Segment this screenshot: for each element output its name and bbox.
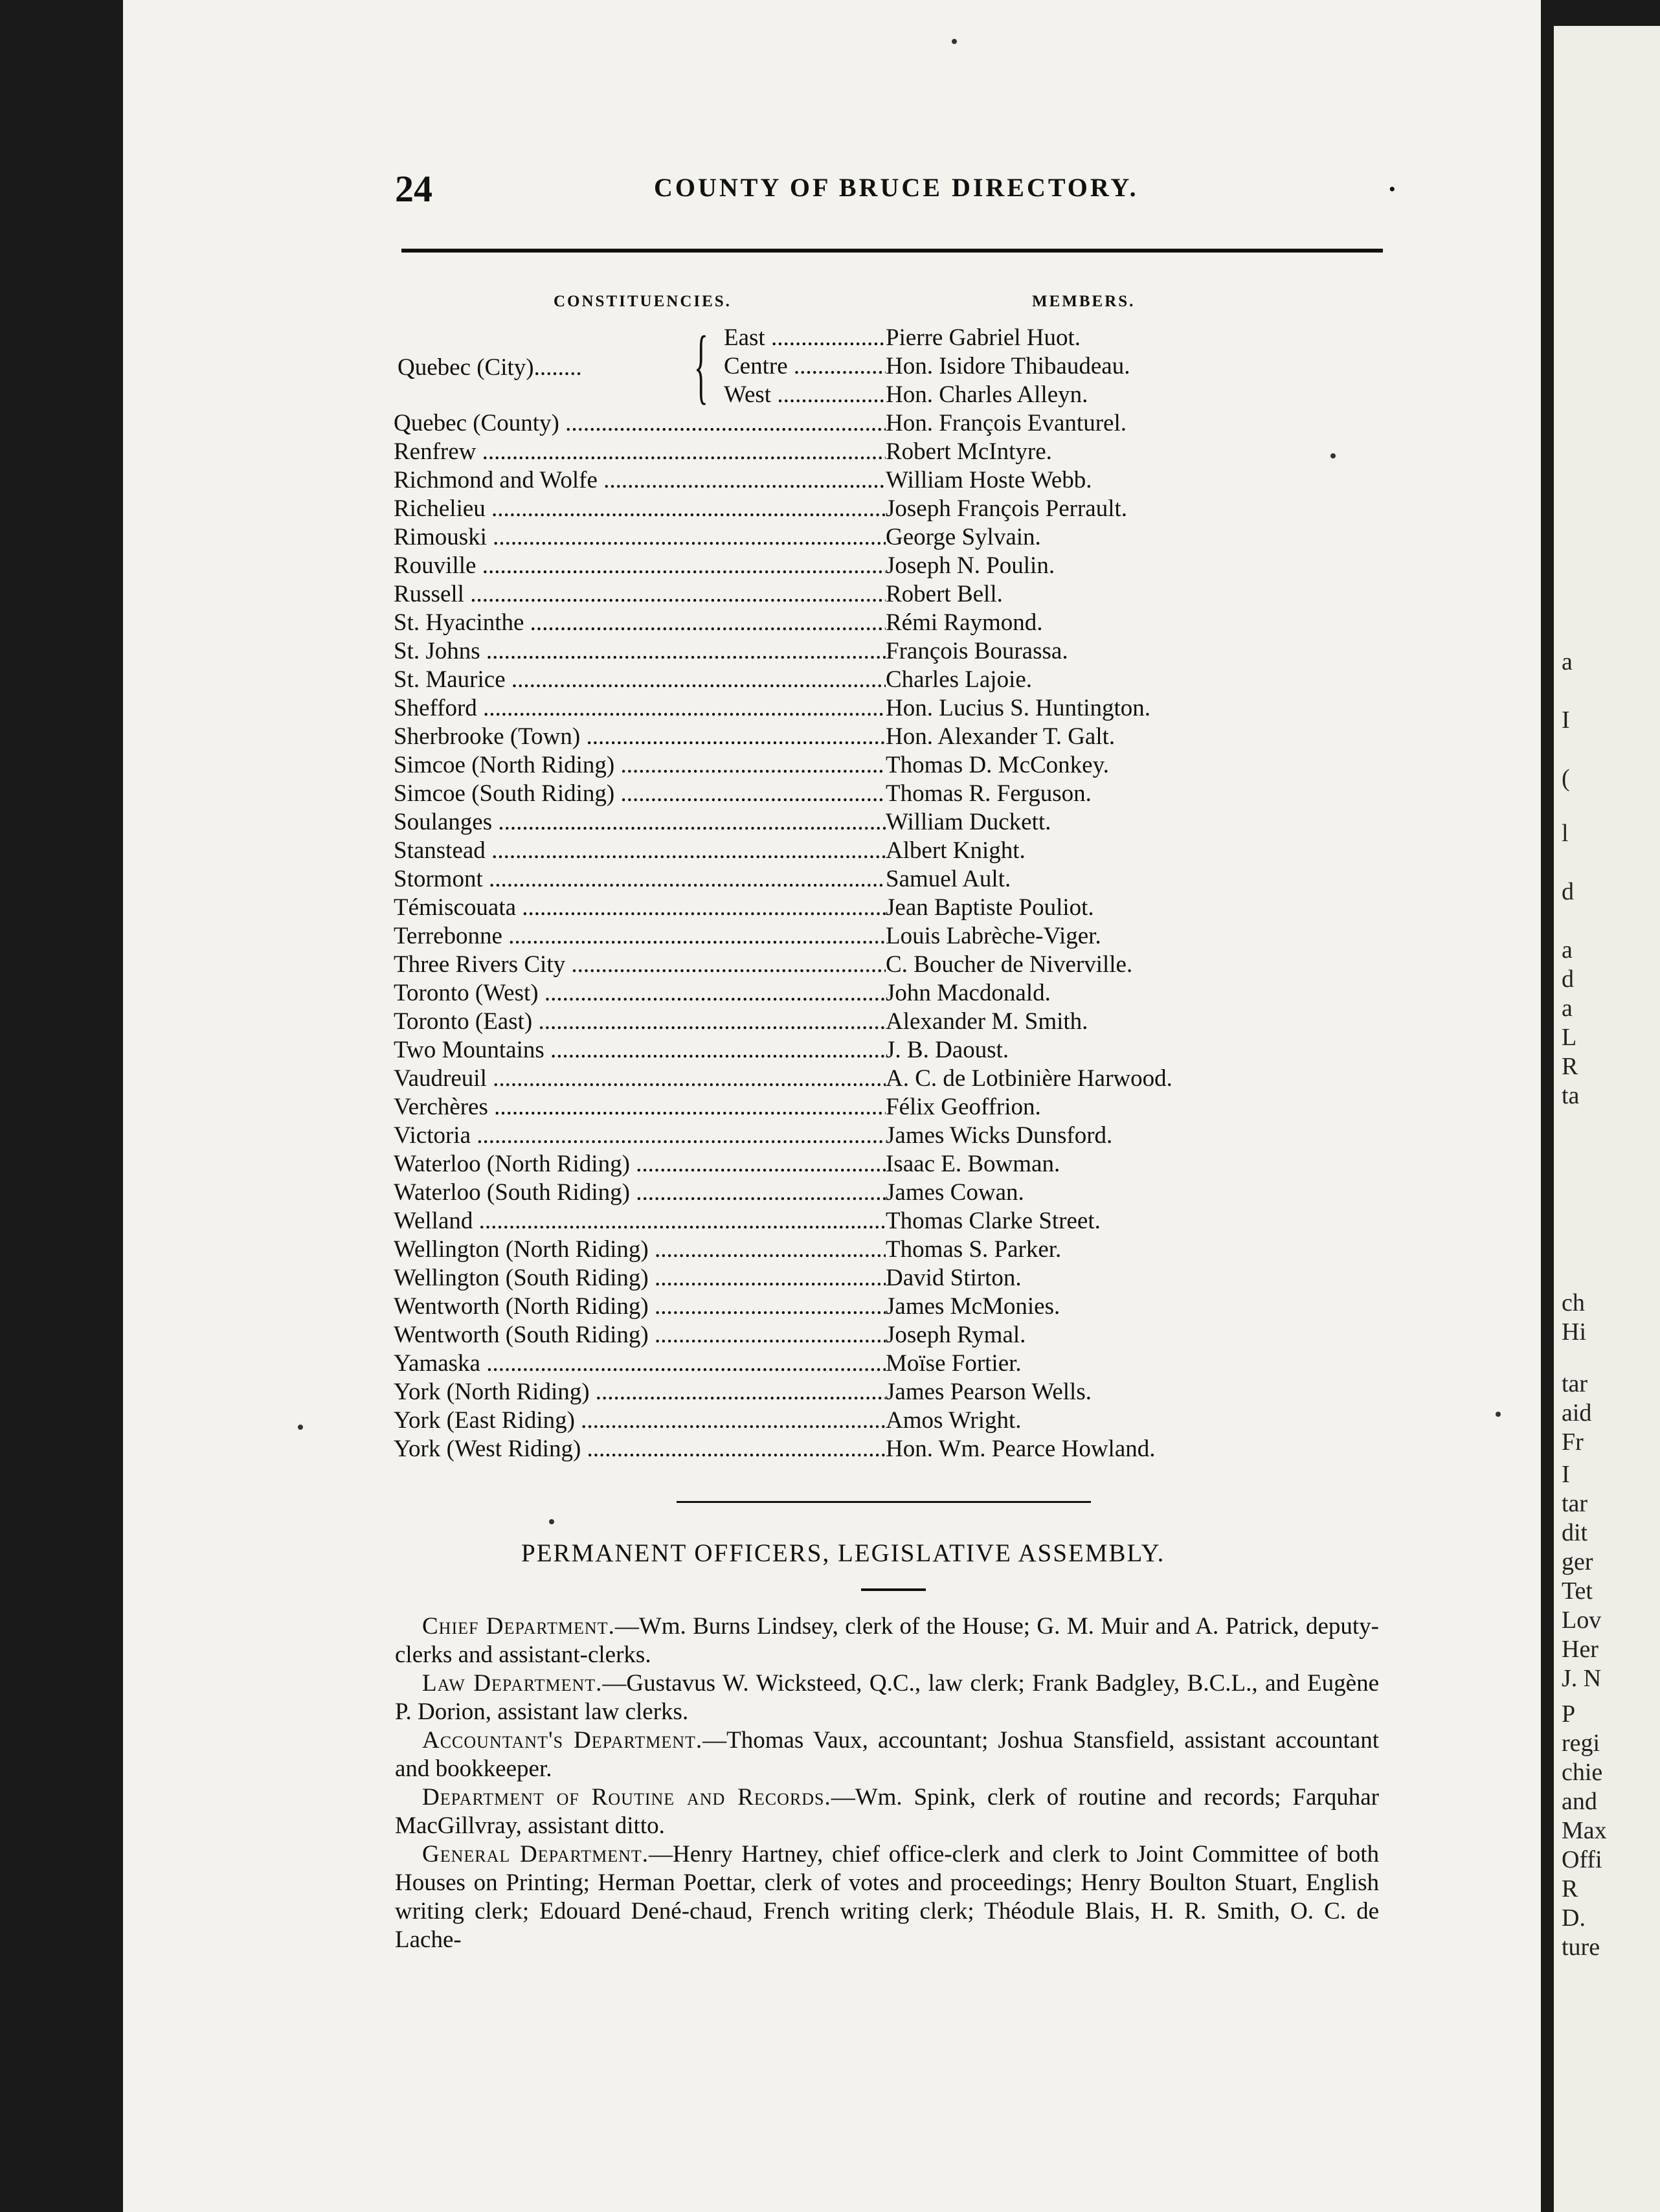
member-name: Joseph N. Poulin. — [886, 552, 1055, 579]
department-heading: General Department. — [422, 1841, 649, 1868]
constituency-name: Renfrew ..... — [394, 438, 886, 466]
member-name: Robert McIntyre. — [886, 438, 1052, 465]
section-short-rule — [861, 1588, 926, 1591]
adjacent-text-fragment: J. N — [1562, 1665, 1602, 1692]
member-name: Amos Wright. — [886, 1407, 1022, 1434]
constituency-row — [394, 780, 1430, 808]
constituency-row — [394, 837, 1430, 865]
member-name: Thomas D. McConkey. — [886, 752, 1109, 778]
adjacent-text-fragment: ture — [1562, 1934, 1600, 1961]
member-name: Louis Labrèche-Viger. — [886, 923, 1101, 949]
member-name: Rémi Raymond. — [886, 609, 1043, 636]
riding-row — [724, 324, 1081, 352]
member-name: A. C. de Lotbinière Harwood. — [886, 1065, 1172, 1092]
constituency-row — [394, 1292, 1430, 1321]
section-title: PERMANENT OFFICERS, LEGISLATIVE ASSEMBLY. — [521, 1539, 1165, 1567]
adjacent-text-fragment: D. — [1562, 1904, 1586, 1932]
constituency-row — [394, 751, 1430, 780]
constituency-row — [394, 1122, 1430, 1150]
member-name: David Stirton. — [886, 1265, 1022, 1291]
constituency-row — [394, 523, 1430, 552]
constituency-row — [394, 1349, 1430, 1378]
print-speck — [1330, 453, 1336, 458]
constituency-name: Welland ..... — [394, 1207, 886, 1236]
constituency-row — [394, 409, 1430, 438]
adjacent-text-fragment: Lov — [1562, 1607, 1602, 1634]
constituency-name: Toronto (East) ..... — [394, 1008, 886, 1036]
member-name: Charles Lajoie. — [886, 666, 1033, 693]
constituency-name: Vaudreuil ..... — [394, 1065, 886, 1093]
constituency-row — [394, 637, 1430, 666]
quebec-city-dots — [534, 354, 582, 381]
members-heading: MEMBERS. — [1032, 293, 1136, 310]
riding-row — [724, 352, 1130, 381]
quebec-city-label — [398, 354, 582, 382]
adjacent-text-fragment: ger — [1562, 1548, 1593, 1575]
page-number: 24 — [395, 168, 432, 210]
adjacent-text-fragment: and — [1562, 1788, 1597, 1815]
constituency-name: St. Maurice ..... — [394, 666, 886, 694]
department-text: —Wm. Spink, clerk of routine and records; Farquhar MacGillvray, assistant ditto. — [395, 1784, 1379, 1839]
department-paragraph — [395, 1783, 1379, 1840]
constituency-row — [394, 1179, 1430, 1207]
quebec-city-brace: { — [694, 319, 708, 412]
member-name: Hon. François Evanturel. — [886, 410, 1127, 436]
constituency-name: Richelieu ..... — [394, 495, 886, 523]
running-title: COUNTY OF BRUCE DIRECTORY. — [654, 173, 1139, 202]
constituency-row — [394, 1093, 1430, 1122]
adjacent-text-fragment: Offi — [1562, 1846, 1602, 1873]
constituency-row — [394, 1378, 1430, 1406]
constituency-row — [394, 1150, 1430, 1179]
member-name: Alexander M. Smith. — [886, 1008, 1088, 1035]
constituency-row — [394, 1236, 1430, 1264]
constituency-row — [394, 922, 1430, 951]
constituency-name: St. Johns ..... — [394, 637, 886, 666]
constituency-row — [394, 865, 1430, 894]
riding-name: West — [724, 381, 772, 408]
constituency-name: York (West Riding) ..... — [394, 1435, 886, 1463]
adjacent-text-fragment: R — [1562, 1875, 1578, 1902]
member-name: William Duckett. — [886, 809, 1051, 835]
constituency-row — [394, 1207, 1430, 1236]
adjacent-text-fragment: chie — [1562, 1759, 1603, 1786]
riding-name: East — [724, 324, 765, 351]
constituency-name: Yamaska ..... — [394, 1349, 886, 1378]
riding-member: Hon. Isidore Thibaudeau. — [886, 353, 1130, 379]
constituency-row — [394, 552, 1430, 580]
member-name: Jean Baptiste Pouliot. — [886, 894, 1094, 921]
member-name: C. Boucher de Niverville. — [886, 951, 1133, 978]
member-name: Joseph Rymal. — [886, 1322, 1026, 1348]
constituency-name: Simcoe (South Riding) ..... — [394, 780, 886, 808]
adjacent-text-fragment: I — [1562, 1461, 1570, 1488]
department-text: —Wm. Burns Lindsey, clerk of the House; G. M. Muir and A. Patrick, deputy-clerks and assistant-clerks. — [395, 1613, 1379, 1668]
constituency-name: Terrebonne ..... — [394, 922, 886, 951]
member-name: Thomas R. Ferguson. — [886, 780, 1092, 807]
constituency-row — [394, 694, 1430, 723]
constituency-row — [394, 1406, 1430, 1435]
member-name: James Cowan. — [886, 1179, 1024, 1206]
constituency-row — [394, 666, 1430, 694]
department-heading: Chief Department. — [422, 1613, 615, 1640]
constituency-name: Two Mountains ..... — [394, 1036, 886, 1065]
constituency-name: Stormont ..... — [394, 865, 886, 894]
member-name: Moïse Fortier. — [886, 1350, 1022, 1377]
member-name: Hon. Alexander T. Galt. — [886, 723, 1116, 750]
member-name: J. B. Daoust. — [886, 1037, 1009, 1063]
adjacent-text-fragment: L — [1562, 1024, 1577, 1051]
constituency-row — [394, 894, 1430, 922]
constituency-name: Shefford ..... — [394, 694, 886, 723]
constituency-row — [394, 609, 1430, 637]
adjacent-text-fragment: Hi — [1562, 1318, 1586, 1346]
riding-row — [724, 381, 1088, 409]
department-paragraph — [395, 1612, 1379, 1669]
member-name: Thomas Clarke Street. — [886, 1208, 1101, 1234]
adjacent-page-strip — [1554, 26, 1660, 2212]
member-name: Albert Knight. — [886, 837, 1026, 864]
adjacent-text-fragment: tar — [1562, 1370, 1588, 1397]
adjacent-text-fragment: Tet — [1562, 1577, 1593, 1605]
constituency-name: Waterloo (South Riding) ..... — [394, 1179, 886, 1207]
constituency-row — [394, 438, 1430, 466]
constituency-name: York (East Riding) ..... — [394, 1406, 886, 1435]
constituency-name: Waterloo (North Riding) ..... — [394, 1150, 886, 1179]
department-heading: Department of Routine and Records. — [422, 1784, 831, 1811]
print-speck — [549, 1519, 554, 1524]
adjacent-text-fragment: a — [1562, 936, 1573, 964]
constituency-name: Russell ..... — [394, 580, 886, 609]
member-name: James Wicks Dunsford. — [886, 1122, 1113, 1149]
quebec-city-name: Quebec (City) — [398, 354, 534, 381]
adjacent-text-fragment: d — [1562, 878, 1574, 905]
department-text: —Gustavus W. Wicksteed, Q.C., law clerk; Frank Badgley, B.C.L., and Eugène P. Dorion, assistant law clerks. — [395, 1670, 1380, 1725]
constituency-name: Wellington (South Riding) ..... — [394, 1264, 886, 1292]
constituency-row — [394, 580, 1430, 609]
department-paragraph — [395, 1669, 1379, 1726]
constituency-row — [394, 951, 1430, 979]
constituency-row — [394, 979, 1430, 1008]
constituency-row — [394, 1264, 1430, 1292]
constituency-row — [394, 466, 1430, 495]
constituency-row — [394, 808, 1430, 837]
adjacent-text-fragment: I — [1562, 706, 1570, 734]
riding-name: Centre — [724, 353, 788, 379]
member-name: Thomas S. Parker. — [886, 1236, 1062, 1263]
constituency-name: Stanstead ..... — [394, 837, 886, 865]
constituency-row — [394, 495, 1430, 523]
adjacent-text-fragment: ( — [1562, 765, 1570, 792]
member-name: Robert Bell. — [886, 581, 1003, 607]
adjacent-text-fragment: P — [1562, 1700, 1576, 1728]
member-name: Hon. Wm. Pearce Howland. — [886, 1436, 1156, 1462]
constituency-name: Wentworth (South Riding) ..... — [394, 1321, 886, 1349]
print-speck — [952, 39, 957, 44]
constituency-row — [394, 1008, 1430, 1036]
member-name: Samuel Ault. — [886, 866, 1011, 892]
department-text: —Thomas Vaux, accountant; Joshua Stansfield, assistant accountant and bookkeeper. — [395, 1727, 1379, 1782]
constituency-row — [394, 1321, 1430, 1349]
constituency-name: Sherbrooke (Town) ..... — [394, 723, 886, 751]
header-rule — [401, 249, 1383, 253]
constituency-name: St. Hyacinthe ..... — [394, 609, 886, 637]
page-header — [395, 167, 1396, 212]
adjacent-text-fragment: aid — [1562, 1399, 1592, 1427]
constituency-name: Wentworth (North Riding) ..... — [394, 1292, 886, 1321]
adjacent-text-fragment: ta — [1562, 1082, 1580, 1109]
member-name: George Sylvain. — [886, 524, 1041, 550]
constituency-name: Richmond and Wolfe ..... — [394, 466, 886, 495]
constituency-name: Three Rivers City ..... — [394, 951, 886, 979]
constituency-name: Rimouski ..... — [394, 523, 886, 552]
constituency-name: Soulanges ..... — [394, 808, 886, 837]
constituencies-heading: CONSTITUENCIES. — [554, 293, 732, 310]
print-speck — [1496, 1412, 1501, 1417]
constituency-name: Simcoe (North Riding) ..... — [394, 751, 886, 780]
member-name: François Bourassa. — [886, 638, 1068, 664]
constituency-name: Rouville ..... — [394, 552, 886, 580]
department-heading: Accountant's Department. — [422, 1727, 703, 1754]
member-name: Hon. Lucius S. Huntington. — [886, 695, 1151, 721]
constituency-row — [394, 1036, 1430, 1065]
print-speck — [298, 1425, 303, 1430]
adjacent-text-fragment: Her — [1562, 1636, 1598, 1663]
constituency-name: Quebec (County) ..... — [394, 409, 886, 438]
department-paragraph — [395, 1840, 1379, 1954]
member-name: Joseph François Perrault. — [886, 495, 1128, 522]
member-name: James McMonies. — [886, 1293, 1060, 1320]
adjacent-text-fragment: Max — [1562, 1817, 1607, 1844]
member-name: Félix Geoffrion. — [886, 1094, 1041, 1120]
department-paragraph — [395, 1726, 1379, 1783]
adjacent-text-fragment: dit — [1562, 1519, 1588, 1546]
constituency-name: Témiscouata ..... — [394, 894, 886, 922]
adjacent-text-fragment: tar — [1562, 1490, 1588, 1517]
member-name: Isaac E. Bowman. — [886, 1151, 1060, 1177]
adjacent-text-fragment: l — [1562, 820, 1569, 847]
header-bullet: • — [1389, 179, 1396, 200]
adjacent-text-fragment: a — [1562, 995, 1573, 1022]
constituency-name: York (North Riding) ..... — [394, 1378, 886, 1406]
section-rule — [677, 1501, 1091, 1503]
constituency-row — [394, 1435, 1430, 1463]
department-text: —Henry Hartney, chief office-clerk and clerk to Joint Committee of both Houses on Printing; Herman Poettar, clerk of votes and proceedings; Henry Boulton Stuart, English writing clerk; Edouard Dené-chaud, French writing clerk; Théodule Blais, H. R. Smith, O. C. de Lache- — [395, 1841, 1379, 1953]
riding-member: Hon. Charles Alleyn. — [886, 381, 1088, 408]
constituency-row — [394, 1065, 1430, 1093]
adjacent-text-fragment: Fr — [1562, 1428, 1584, 1456]
adjacent-text-fragment: R — [1562, 1053, 1578, 1080]
adjacent-text-fragment: d — [1562, 965, 1574, 993]
member-name: James Pearson Wells. — [886, 1379, 1092, 1405]
member-name: William Hoste Webb. — [886, 467, 1092, 493]
constituency-name: Victoria ..... — [394, 1122, 886, 1150]
adjacent-text-fragment: ch — [1562, 1289, 1585, 1316]
member-name: John Macdonald. — [886, 980, 1051, 1006]
constituency-row — [394, 723, 1430, 751]
adjacent-text-fragment: a — [1562, 648, 1573, 675]
adjacent-text-fragment: regi — [1562, 1730, 1600, 1757]
constituency-name: Wellington (North Riding) ..... — [394, 1236, 886, 1264]
riding-member: Pierre Gabriel Huot. — [886, 324, 1081, 351]
department-heading: Law Department. — [422, 1670, 603, 1697]
constituency-name: Verchères ..... — [394, 1093, 886, 1122]
constituency-name: Toronto (West) ..... — [394, 979, 886, 1008]
